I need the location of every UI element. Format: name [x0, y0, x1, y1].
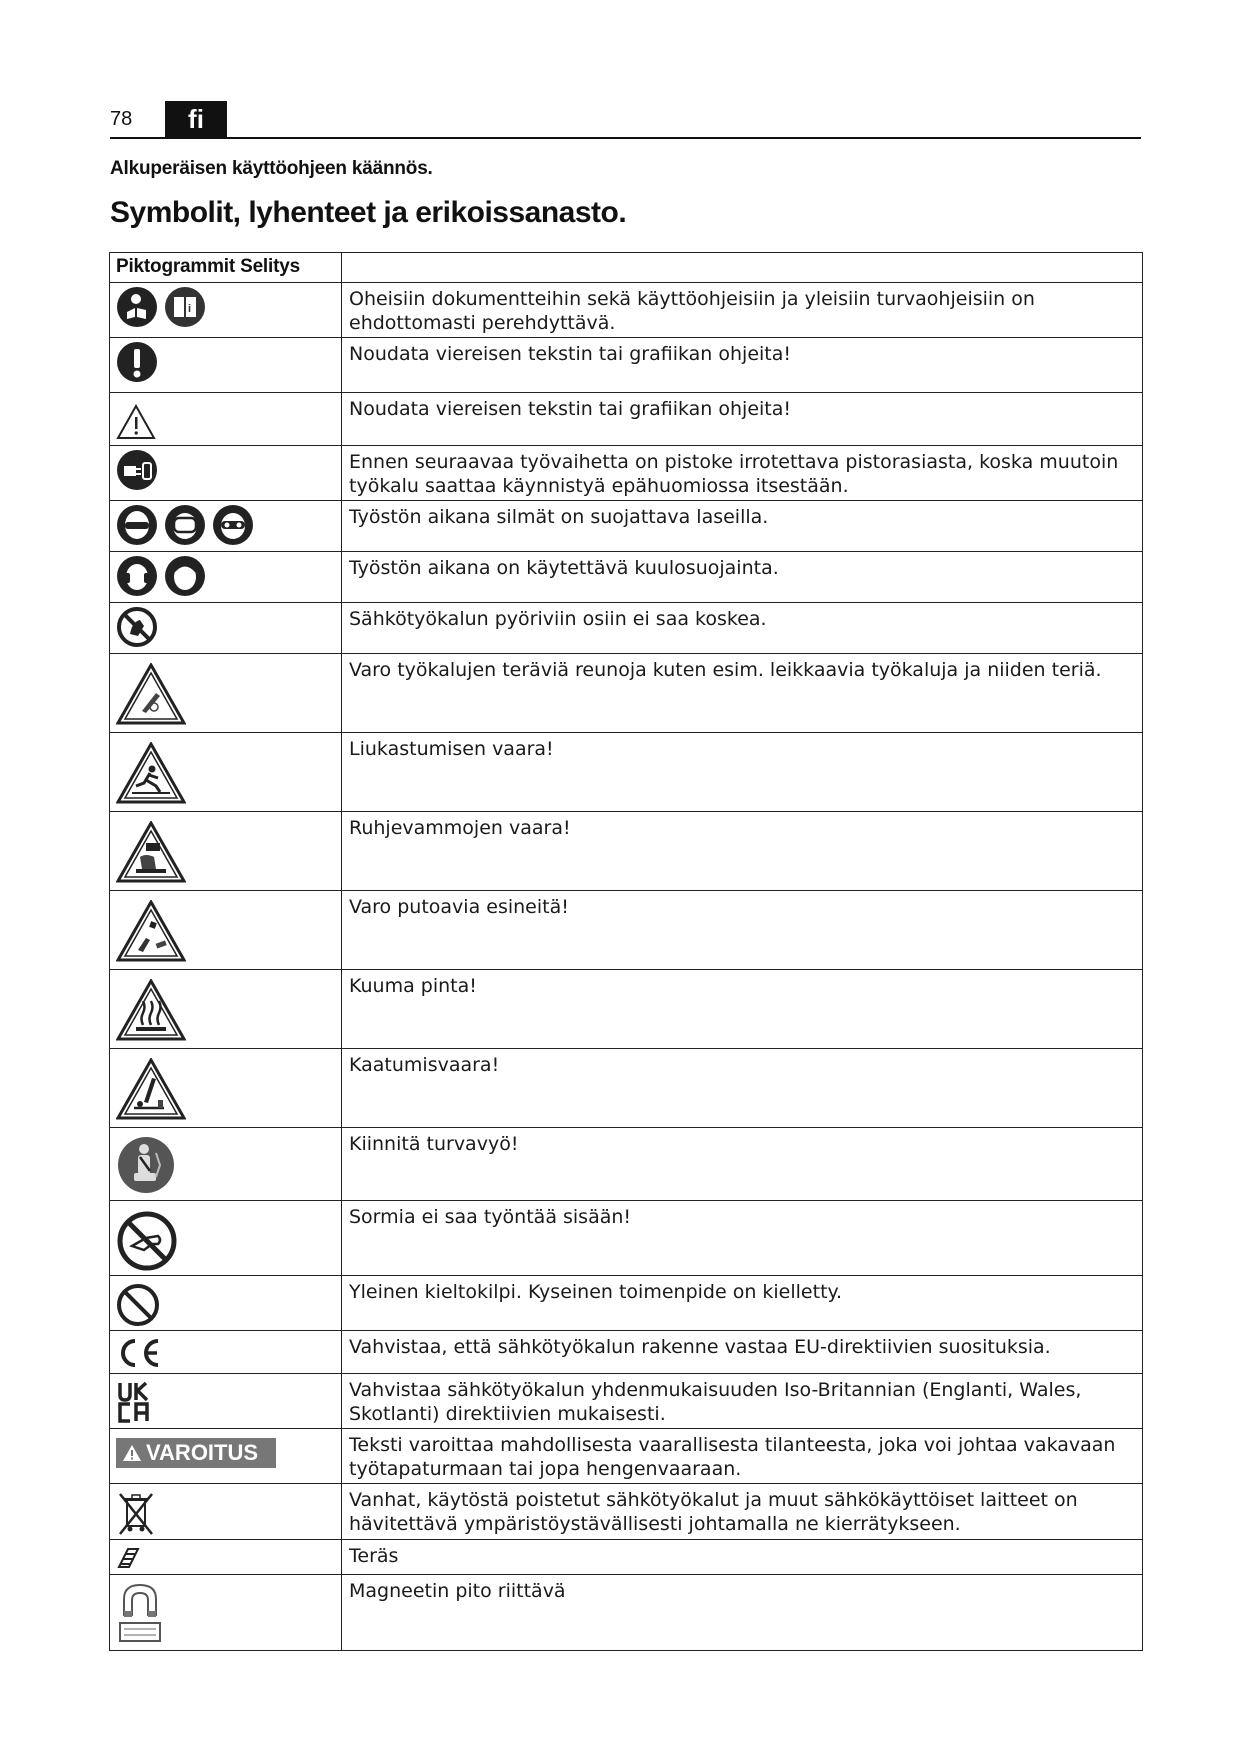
table-row	[110, 1331, 1143, 1374]
row-text: Noudata viereisen tekstin tai grafiikan ohjeita!	[342, 393, 1143, 446]
sharp-edges-warning-icon	[116, 663, 186, 725]
eye-protection-icon	[116, 504, 158, 546]
warning-triangle-small-icon	[122, 1444, 142, 1462]
ce-mark-icon	[116, 1336, 162, 1370]
prohibition-icon	[116, 1283, 160, 1327]
table-row	[110, 1484, 1143, 1540]
row-text: Sormia ei saa työntää sisään!	[342, 1201, 1143, 1276]
page-title: Symbolit, lyhenteet ja erikoissanasto.	[110, 196, 627, 229]
table-row	[110, 1540, 1143, 1575]
table-row	[110, 1276, 1143, 1331]
table-row	[110, 733, 1143, 812]
steel-icon	[116, 1545, 142, 1571]
tip-over-warning-icon	[116, 1058, 186, 1120]
row-text: Kiinnitä turvavyö!	[342, 1128, 1143, 1201]
row-text: Vahvistaa sähkötyökalun yhdenmukaisuuden Iso-Britannian (Englanti, Wales, Skotlanti) direktiivien mukaisesti.	[342, 1374, 1143, 1429]
row-text: Kuuma pinta!	[342, 970, 1143, 1049]
warning-triangle-icon	[116, 404, 156, 440]
table-row	[110, 338, 1143, 393]
mandatory-exclamation-icon	[116, 341, 158, 383]
slip-warning-icon	[116, 742, 186, 804]
row-text: Kaatumisvaara!	[342, 1049, 1143, 1128]
varoitus-label-icon	[116, 1438, 276, 1468]
table-row	[110, 1201, 1143, 1276]
language-badge: fi	[165, 101, 227, 137]
hot-surface-warning-icon	[116, 979, 186, 1041]
row-text: Varo työkalujen teräviä reunoja kuten esim. leikkaavia työkaluja ja niiden teriä.	[342, 654, 1143, 733]
table-row	[110, 393, 1143, 446]
row-text: Magneetin pito riittävä	[342, 1575, 1143, 1651]
table-row	[110, 603, 1143, 654]
column-header: Piktogrammit Selitys	[110, 253, 342, 283]
page-number: 78	[110, 108, 133, 130]
ukca-mark-icon	[116, 1381, 156, 1423]
table-row	[110, 283, 1143, 338]
table-header-row	[110, 253, 1143, 283]
face-shield-icon	[164, 504, 206, 546]
row-text: Liukastumisen vaara!	[342, 733, 1143, 812]
table-row	[110, 446, 1143, 501]
symbols-table	[109, 252, 1143, 1651]
row-text: Varo putoavia esineitä!	[342, 891, 1143, 970]
read-documents-icon	[116, 286, 158, 328]
ear-muffs-icon	[164, 555, 206, 597]
safety-goggles-icon	[212, 504, 254, 546]
table-row	[110, 1128, 1143, 1201]
unplug-icon	[116, 449, 158, 491]
no-fingers-icon	[116, 1210, 178, 1272]
magnet-hold-icon	[116, 1581, 164, 1647]
svg-text:i: i	[188, 303, 192, 315]
table-row	[110, 891, 1143, 970]
row-text: Ruhjevammojen vaara!	[342, 812, 1143, 891]
row-text: Oheisiin dokumentteihin sekä käyttöohjeisiin ja yleisiin turvaohjeisiin on ehdottomasti perehdyttävä.	[342, 283, 1143, 338]
row-text: Työstön aikana on käytettävä kuulosuojainta.	[342, 552, 1143, 603]
table-row	[110, 654, 1143, 733]
table-row	[110, 552, 1143, 603]
table-row	[110, 1575, 1143, 1651]
table-row	[110, 1374, 1143, 1429]
row-text: Työstön aikana silmät on suojattava laseilla.	[342, 501, 1143, 552]
read-manual-icon	[164, 286, 206, 328]
table-row	[110, 812, 1143, 891]
row-text: Noudata viereisen tekstin tai grafiikan ohjeita!	[342, 338, 1143, 393]
row-text: Ennen seuraavaa työvaihetta on pistoke irrotettava pistorasiasta, koska muutoin työkalu saattaa käynnistyä epähuomiossa itsestään.	[342, 446, 1143, 501]
no-touch-rotating-icon	[116, 606, 158, 648]
document-subtitle: Alkuperäisen käyttöohjeen käännös.	[110, 158, 433, 179]
ear-protection-icon	[116, 555, 158, 597]
weee-bin-icon	[116, 1490, 156, 1536]
falling-objects-warning-icon	[116, 900, 186, 962]
table-row	[110, 501, 1143, 552]
crush-hand-warning-icon	[116, 821, 186, 883]
row-text: Teksti varoittaa mahdollisesta vaarallisesta tilanteesta, joka voi johtaa vakavaan työtapaturmaan tai jopa hengenvaaraan.	[342, 1429, 1143, 1484]
header-rule	[110, 137, 1141, 139]
row-text: Teräs	[342, 1540, 1143, 1575]
column-header-empty	[342, 253, 1143, 283]
safety-belt-icon	[116, 1135, 176, 1195]
row-text: Vanhat, käytöstä poistetut sähkötyökalut ja muut sähkökäyttöiset laitteet on hävitettävä ympäristöystävällisesti johtamalla ne kierrätykseen.	[342, 1484, 1143, 1540]
table-row	[110, 1049, 1143, 1128]
table-row	[110, 1429, 1143, 1484]
row-text: Sähkötyökalun pyöriviin osiin ei saa koskea.	[342, 603, 1143, 654]
varoitus-label-text: VAROITUS	[146, 1440, 259, 1465]
table-row	[110, 970, 1143, 1049]
row-text: Vahvistaa, että sähkötyökalun rakenne vastaa EU-direktiivien suosituksia.	[342, 1331, 1143, 1374]
row-text: Yleinen kieltokilpi. Kyseinen toimenpide on kielletty.	[342, 1276, 1143, 1331]
